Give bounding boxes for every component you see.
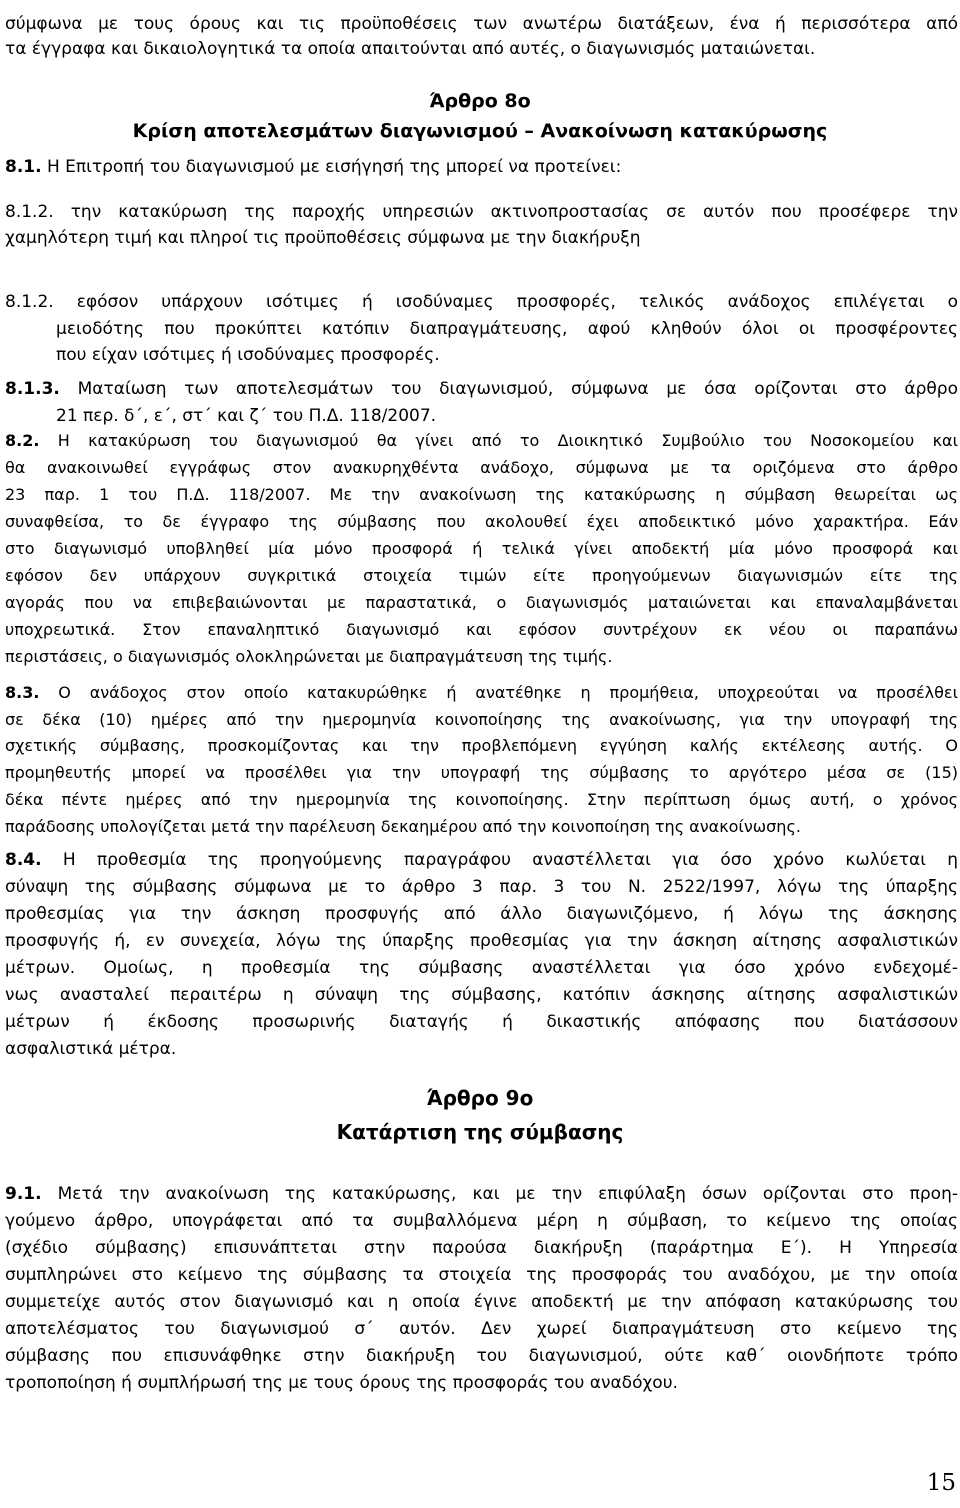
text-line: τροποποίηση ή συμπλήρωσή της με τους όρους της προσφοράς του αναδόχου. (5, 1373, 678, 1393)
paragraph-8-1-2-a (5, 200, 958, 224)
text-line: εφόσον δεν υπάρχουν συγκριτικά στοιχεία τιμών είτε προηγούμενων διαγωνισμών είτε της (5, 566, 958, 585)
paragraph-number: 8.1. (5, 157, 42, 177)
paragraph-text: Η προθεσμία της προηγούμενης παραγράφου αναστέλλεται για όσο χρόνο κωλύεται η (62, 850, 959, 870)
paragraph-8-2 (5, 429, 958, 453)
paragraph-text: την κατακύρωση της παροχής υπηρεσιών ακτινοπροστασίας σε αυτόν που προσέφερε την (70, 202, 958, 222)
text-line: προθεσμίας για την άσκηση προσφυγής από άλλο διαγωνιζόμενο, ή λόγω της άσκησης (5, 904, 958, 924)
article-9-heading: Άρθρο 9ο (426, 1086, 534, 1110)
text-line: δέκα πέντε ημέρες από την ημερομηνία της κοινοποίησης. Στην περίπτωση όμως αυτή, ο χρόνος (5, 790, 958, 809)
paragraph-text: εφόσον υπάρχουν ισότιμες ή ισοδύναμες προσφορές, τελικός ανάδοχος επιλέγεται ο (76, 292, 958, 312)
text-line: σύμφωνα με τους όρους και τις προϋποθέσεις των ανωτέρω διατάξεων, ένα ή περισσότερα από (5, 14, 958, 34)
text-line: μέτρων. Ομοίως, η προθεσμία της σύμβασης αναστέλλεται για όσο χρόνο ενδεχομέ- (5, 958, 958, 978)
article-8-heading: Άρθρο 8ο (429, 90, 531, 112)
text-line: σύμβασης που επισυνάφθηκε στην διακήρυξη του διαγωνισμού, ούτε καθ΄ οιονδήποτε τρόπο (5, 1346, 958, 1366)
paragraph-8-3 (5, 681, 958, 705)
text-line: θα ανακοινωθεί εγγράφως στον ανακυρηχθέντα ανάδοχο, σύμφωνα με τα οριζόμενα στο άρθρο (5, 458, 958, 477)
text-line: αγοράς που να επιβεβαιώνονται με παραστατικά, ο διαγωνισμός ματαιώνεται και επαναλαμβάνεται (5, 593, 958, 612)
paragraph-text: Η κατακύρωση του διαγωνισμού θα γίνει από το Διοικητικό Συμβούλιο του Νοσοκομείου και (57, 431, 958, 450)
paragraph-number: 8.4. (5, 850, 42, 870)
article-8-title: Κρίση αποτελεσμάτων διαγωνισμού – Ανακοίνωση κατακύρωσης (132, 120, 828, 142)
text-line: παράδοσης υπολογίζεται μετά την παρέλευση δεκαημέρου από την κοινοποίηση της ανακοίνωσης. (5, 817, 801, 836)
paragraph-number: 8.1.2. (5, 292, 54, 312)
paragraph-number: 9.1. (5, 1184, 42, 1204)
paragraph-text: Μετά την ανακοίνωση της κατακύρωσης, και με την επιφύλαξη όσων ορίζονται στο προη- (57, 1184, 958, 1204)
text-line: αποτελέσματος του διαγωνισμού σ΄ αυτόν. Δεν χωρεί διαπραγμάτευση στο κείμενο της (5, 1319, 958, 1339)
text-line: ασφαλιστικά μέτρα. (5, 1039, 177, 1059)
text-line: (σχέδιο σύμβασης) επισυνάπτεται στην παρούσα διακήρυξη (παράρτημα Ε΄). Η Υπηρεσία (5, 1238, 958, 1258)
paragraph-number: 8.2. (5, 431, 40, 450)
article-9-title: Κατάρτιση της σύμβασης (336, 1120, 624, 1144)
paragraph-number: 8.1.3. (5, 379, 60, 399)
text-line: γούμενο άρθρο, υπογράφεται από τα συμβαλλόμενα μέρη η σύμβαση, το κείμενο της οποίας (5, 1211, 958, 1231)
paragraph-number: 8.3. (5, 683, 40, 702)
text-line: χαμηλότερη τιμή και πληροί τις προϋποθέσεις σύμφωνα με την διακήρυξη (5, 228, 641, 248)
paragraph-text: Ματαίωση των αποτελεσμάτων του διαγωνισμού, σύμφωνα με όσα ορίζονται στο άρθρο (77, 379, 958, 399)
paragraph-text: Ο ανάδοχος στον οποίο κατακυρώθηκε ή ανατέθηκε η προμήθεια, υποχρεούται να προσέλθει (58, 683, 958, 702)
paragraph-text: Η Επιτροπή του διαγωνισμού με εισήγησή της μπορεί να προτείνει: (46, 157, 622, 177)
text-line: προμηθευτής μπορεί να προσέλθει για την υπογραφή της σύμβασης το αργότερο μέσα σε (15) (5, 763, 958, 782)
text-line: που είχαν ισότιμες ή ισοδύναμες προσφορές. (56, 345, 440, 365)
text-line: μέτρων ή έκδοσης προσωρινής διαταγής ή δικαστικής απόφασης που διατάσσουν (5, 1012, 958, 1032)
text-line: στο διαγωνισμό υποβληθεί μία μόνο προσφορά ή τελικά γίνει αποδεκτή μία μόνο προσφορά και (5, 539, 958, 558)
page-number: 15 (926, 1470, 956, 1496)
text-line: σύναψη της σύμβασης σύμφωνα με το άρθρο 3 παρ. 3 του Ν. 2522/1997, λόγω της ύπαρξης (5, 877, 958, 897)
text-line: σχετικής σύμβασης, προσκομίζοντας και την προβλεπόμενη εγγύηση καλής εκτέλεσης αυτής. Ο (5, 736, 958, 755)
paragraph-8-4 (5, 848, 958, 872)
text-line: περιστάσεις, ο διαγωνισμός ολοκληρώνεται με διαπραγμάτευση της τιμής. (5, 647, 613, 666)
text-line: μειοδότης που προκύπτει κατόπιν διαπραγμάτευσης, αφού κληθούν όλοι οι προσφέροντες (56, 319, 958, 339)
text-line: σε δέκα (10) ημέρες από την ημερομηνία κοινοποίησης της ανακοίνωσης, για την υπογραφή της (5, 710, 958, 729)
text-line: 21 περ. δ΄, ε΄, στ΄ και ζ΄ του Π.Δ. 118/2007. (56, 406, 437, 426)
text-line: υποχρεωτικά. Στον επαναληπτικό διαγωνισμό και εφόσον συντρέχουν εκ νέου οι παραπάνω (5, 620, 958, 639)
paragraph-8-1 (5, 155, 958, 179)
text-line: συμπληρώνει στο κείμενο της σύμβασης τα στοιχεία της προσφοράς του αναδόχου, με την οποία (5, 1265, 958, 1285)
paragraph-9-1 (5, 1182, 958, 1206)
text-line: τα έγγραφα και δικαιολογητικά τα οποία απαιτούνται από αυτές, ο διαγωνισμός ματαιώνεται. (5, 39, 816, 59)
text-line: συμμετείχε αυτός στον διαγωνισμό και η οποία έγινε αποδεκτή με την απόφαση κατακύρωσης του (5, 1292, 958, 1312)
text-line: συναφθείσα, το δε έγγραφο της σύμβασης που ακολουθεί έχει αποδεικτικό μόνο χαρακτήρα. Εάν (5, 512, 958, 531)
text-line: προσφυγής ή, εν συνεχεία, λόγω της ύπαρξης προθεσμίας για την άσκηση αίτησης ασφαλιστικών (5, 931, 958, 951)
paragraph-8-1-2-b (5, 290, 958, 314)
text-line: 23 παρ. 1 του Π.Δ. 118/2007. Με την ανακοίνωση της κατακύρωσης η σύμβαση θεωρείται ως (5, 485, 958, 504)
paragraph-number: 8.1.2. (5, 202, 54, 222)
paragraph-8-1-3 (5, 377, 958, 401)
text-line: νως ανασταλεί περαιτέρω η σύναψη της σύμβασης, κατόπιν άσκησης αίτησης ασφαλιστικών (5, 985, 958, 1005)
